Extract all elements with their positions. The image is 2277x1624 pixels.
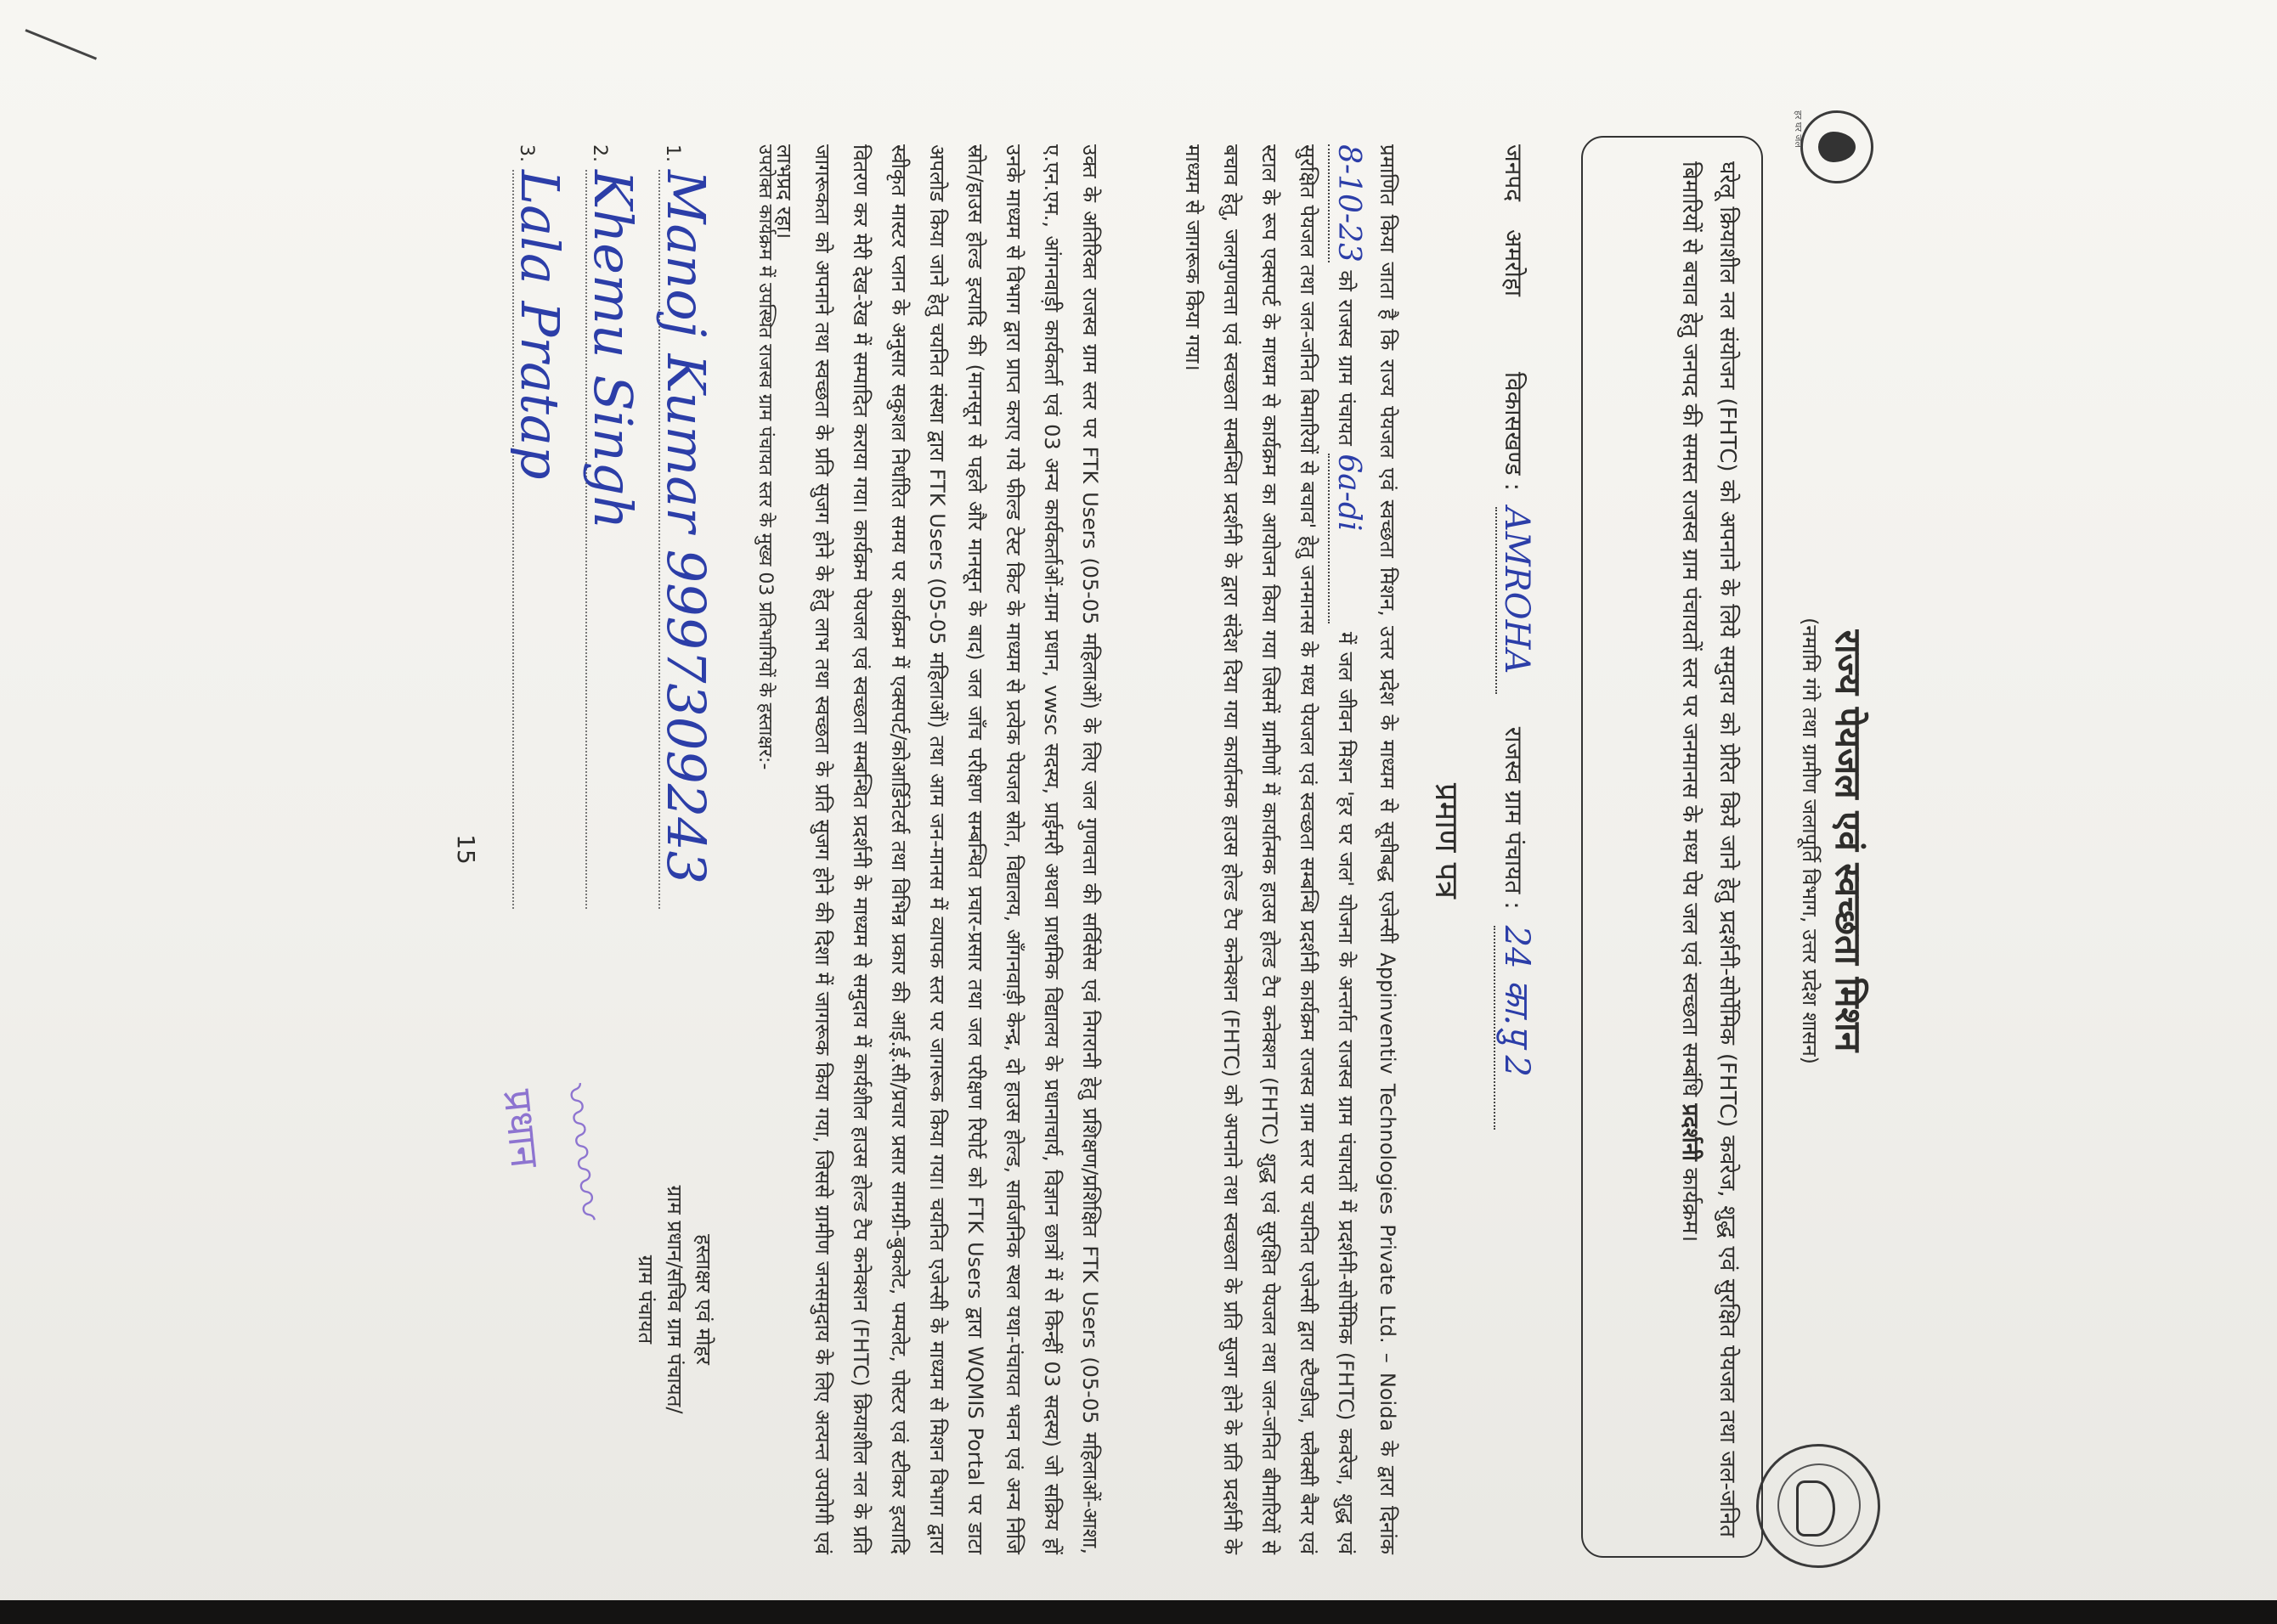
signature-line xyxy=(653,144,726,909)
date-handwritten: 8-10-23 xyxy=(1328,144,1368,262)
signature-number: 1. xyxy=(662,144,683,162)
sign-label-2: ग्राम प्रधान/सचिव ग्राम पंचायत/ xyxy=(663,1185,686,1414)
paragraph-1 xyxy=(1173,144,1406,1554)
scan-mark xyxy=(25,29,97,59)
signature-name: Manoj Kumar 9997309243 xyxy=(655,170,717,885)
district-label: जनपद xyxy=(1500,144,1528,202)
highlighted-word: प्रदर्शनी xyxy=(1677,1103,1703,1161)
logo-caption: हर घर जल xyxy=(1793,110,1804,148)
page-title: राज्य पेयजल एवं स्वच्छता मिशन xyxy=(1828,629,1869,1052)
pradhan-sign-block xyxy=(631,1147,718,1452)
para1-mid: को राजस्व ग्राम पंचायत xyxy=(1334,270,1358,446)
page-number: 15 xyxy=(452,834,480,865)
block-label: विकासखण्ड : xyxy=(1500,371,1528,491)
up-government-seal-icon xyxy=(1756,1444,1880,1568)
block-value: AMROHA xyxy=(1495,507,1536,694)
sign-label-1: हस्ताक्षर एवं मोहर xyxy=(692,1233,715,1365)
signature-line xyxy=(507,144,580,909)
location-row xyxy=(1483,144,1542,1546)
paragraph-2: उक्त के अतिरिक्त राजस्व ग्राम स्तर पर FTK Users (05-05 महिलाओं) के लिए जल गुणवत्ता की सर्विसेस एवं निगरानी हेतु प्रशिक्षण/प्रशिक्षित FTK Users (05-05 महिलाओं-आशा, ए.एन.एम., आंगनवाड़ी कार्यकर्ता एवं 03 अन्य कार्यकर्ताओं-ग्राम प्रधान, vwsc सदस्य, प्राईमरी अथवा प्राथमिक विद्यालय के प्रधानाचार्य, विज्ञान छात्रों में से किन्हीं 03 सदस्य) जो सक्रिय हों उनके माध्यम से विभाग द्वारा प्राप्त कराए गये फील्ड टेस्ट किट के माध्यम से प्रत्येक पेयजल स्रोत, विद्यालय, आँगनवाड़ी केन्द्र, दो हाउस होल्ड, सार्वजनिक स्थल यथा-पंचायत भवन एवं अन्य निजि स्रोत/हाउस होल्ड इत्यादि की (मानसून से पहले और मानसून के बाद) जल जाँच परीक्षण सम्बन्धित प्रचार-प्रसार तथा जल परीक्षण रिपोर्ट को FTK Users द्वारा WQMIS Portal पर डाटा अपलोड किया जाने हेतु चयनित संस्था द्वारा FTK Users (05-05 महिलाओं) तथा आम जन-मानस में व्यापक स्तर पर जागरूक किया गया। चयनित एजेन्सी के माध्यम से मिशन विभाग द्वारा स्वीकृत मास्टर प्लान के अनुसार सकुशल निर्धारित समय पर कार्यक्रम में एक्सपर्ट/कोआर्डिनेटर्स तथा विभिन्न प्रकार की आई.ई.सी/प्रचार प्रसार सामग्री-बुकलेट, पम्पलेट, पोस्टर एवं स्टीकर इत्यादि वितरण कर मेरी देख-रेख में सम्पादित कराया गया। कार्यक्रम पेयजल एवं स्वच्छता सम्बन्धित प्रदर्शनी के माध्यम से समुदाय में कार्यशील हाउस होल्ड टैप कनेक्शन (FHTC) क्रियाशील नल के प्रति जागरूकता को अपनाने तथा स्वच्छता के प्रति सुजग होने के हेतु लाभ तथा स्वच्छता के प्रति सुजग होने की दिशा में जागरूक किया गया, जिससे ग्रामीण जनसमुदाय के लिए अत्यन्त उपयोगी एवं लाभप्रद रहा। xyxy=(772,144,1102,1554)
attendee-signatures xyxy=(507,144,726,909)
para1-start: प्रमाणित किया जाता है कि राज्य पेयजल एवं स्वच्छता मिशन, उत्तर प्रदेश के माध्यम से सूचीबद्ध एजेन्सी Appinventiv Technologies Private Ltd. – Noida के द्वारा दिनांक xyxy=(1376,144,1399,1554)
subject-text: घरेलू क्रियाशील नल संयोजन (FHTC) को अपनाने के लिये समुदाय को प्रेरित किये जाने हेतु प्रदर्शनी-सोर्पेमिक (FHTC) कवरेज, शुद्ध एवं सुरक्षित पेयजल तथा जल-जनित बिमारियों से बचाव हेतु जनपद की समस्त राजस्व ग्राम पंचायतों स्तर पर जनमानस के मध्य पेय जल एवं स्वच्छता सम्बंधि प्रदर्शनी कार्यक्रम। xyxy=(1677,161,1740,1537)
har-ghar-jal-logo-icon xyxy=(1800,110,1873,183)
signature-name: Khemu Singh xyxy=(582,170,644,530)
para1-end: में जल जीवन मिशन 'हर घर जल' योजना के अन्तर्गत राजस्व ग्राम पंचायतों में प्रदर्शनी-सोर्पेमिक (FHTC) कवरेज, शुद्ध एवं सुरक्षित पेयजल तथा जल-जनित बिमारियों से बचाव' हेतु जनमानस के मध्य पेयजल एवं स्वच्छता सम्बन्धि प्रदर्शनी कार्यक्रम राजस्व ग्राम स्तर पर चयनित एजेन्सी द्वारा स्टैण्डीज, फ्लैक्सी बैनर एवं स्टाल के रूप एक्सपर्ट के माध्यम से कार्यक्रम का आयोजन किया गया जिसमें ग्रामीणों में कार्यात्मक हाउस होल्ड टैप कनेक्शन (FHTC) शुद्ध एवं सुरक्षित पेयजल तथा जल-जनित बीमारियों से बचाव हेतु, जलगुणवत्ता एवं स्वच्छता सम्बन्धित प्रदर्शनी के द्वारा संदेश दिया गया कार्यात्मक हाउस होल्ड टैप कनेक्शन (FHTC) को अपनाने तथा स्वच्छता के प्रति सुजग होने के प्रति प्रदर्शनी के माध्यम से जागरूक किया गया। xyxy=(1181,144,1358,1554)
scanner-edge xyxy=(0,1600,2277,1624)
page-subtitle: (नमामि गंगे तथा ग्रामीण जलापूर्ति विभाग, उत्तर प्रदेश शासन) xyxy=(1798,617,1822,1065)
attendees-note: उपरोक्त कार्यक्रम में उपस्थित राजस्व ग्राम पंचायत स्तर के मुख्य 03 प्रतिभागियों के हस्ताक्षर:- xyxy=(754,144,776,770)
pradhan-signature: 〰〰〰 xyxy=(546,1080,615,1224)
district-value: अमरोहा xyxy=(1500,229,1528,296)
signature-name: Lala Pratap xyxy=(509,170,571,480)
panchayat-value: 24 का.पु 2 xyxy=(1494,926,1542,1130)
sign-label-3: ग्राम पंचायत xyxy=(634,1255,658,1345)
signature-line xyxy=(580,144,653,909)
signature-number: 2. xyxy=(589,144,610,162)
panchayat-handwritten: 6a-di xyxy=(1328,454,1368,623)
certificate-document xyxy=(452,110,1873,1571)
stamp-text: प्रधान xyxy=(494,1087,549,1170)
signature-number: 3. xyxy=(516,144,537,162)
certificate-title: प्रमाण पत्र xyxy=(1428,782,1466,899)
panchayat-label: राजस्व ग्राम पंचायत : xyxy=(1500,726,1528,910)
